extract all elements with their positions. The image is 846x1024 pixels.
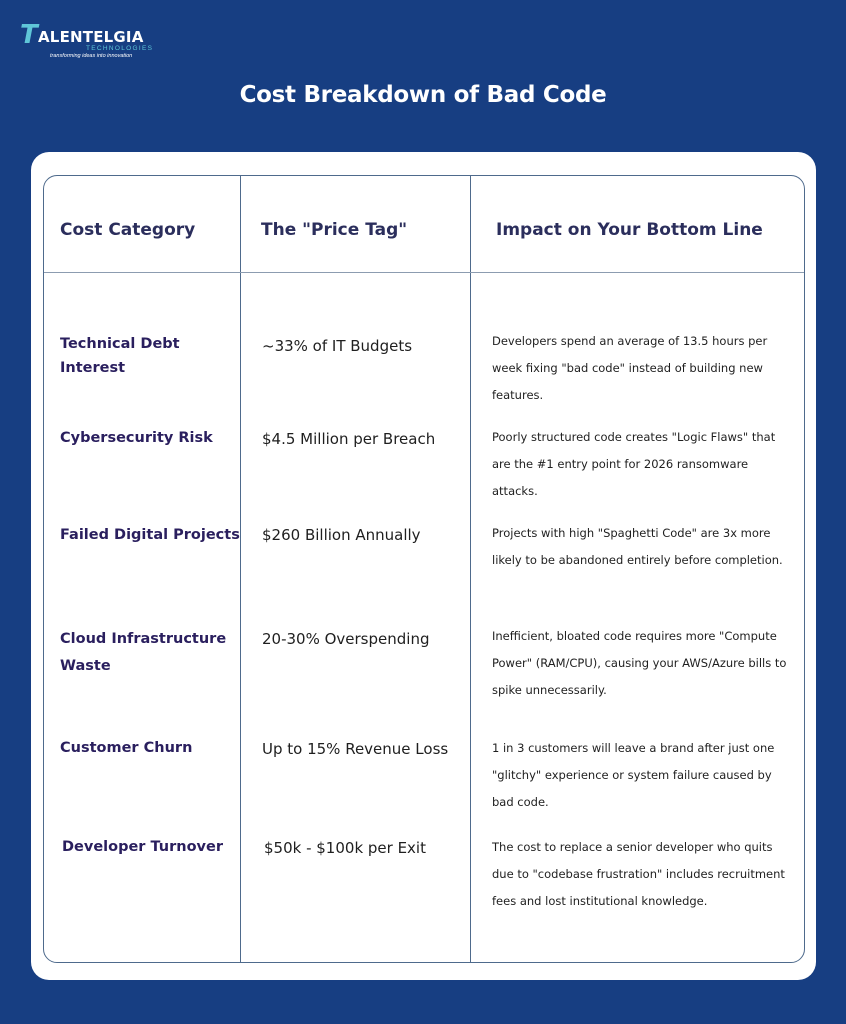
logo-mark-icon: T — [20, 20, 37, 50]
row-price: ~33% of IT Budgets — [262, 337, 413, 355]
row-category: Technical Debt Interest — [60, 336, 180, 376]
header-divider — [44, 272, 804, 273]
row-price: Up to 15% Revenue Loss — [262, 740, 449, 758]
logo-tagline: transforming ideas into innovation — [50, 53, 133, 59]
content-card — [31, 152, 816, 980]
cost-table — [43, 175, 805, 963]
row-category: Developer Turnover — [62, 839, 223, 855]
company-logo — [20, 20, 154, 62]
row-impact: Projects with high "Spaghetti Code" are 3x more likely to be abandoned entirely before completion. — [492, 526, 783, 567]
row-impact: Developers spend an average of 13.5 hours per week fixing "bad code" instead of building new features. — [492, 334, 768, 402]
row-price: $260 Billion Annually — [262, 526, 421, 544]
row-impact: Inefficient, bloated code requires more "Compute Power" (RAM/CPU), causing your AWS/Azure bills to spike unnecessarily. — [492, 629, 787, 697]
row-price: 20-30% Overspending — [262, 630, 430, 648]
row-category: Failed Digital Projects — [60, 527, 240, 543]
logo-wordmark: ALENTELGIA — [38, 28, 144, 46]
header-cost-category: Cost Category — [60, 220, 196, 240]
page-title: Cost Breakdown of Bad Code — [239, 82, 607, 108]
row-impact: 1 in 3 customers will leave a brand after just one "glitchy" experience or system failure caused by bad code. — [492, 741, 775, 809]
row-category: Customer Churn — [60, 740, 193, 756]
header-price-tag: The "Price Tag" — [261, 220, 408, 240]
row-price: $50k - $100k per Exit — [264, 839, 426, 857]
row-impact: The cost to replace a senior developer who quits due to "codebase frustration" includes recruitment fees and lost institutional knowledge. — [492, 840, 785, 908]
row-category: Cybersecurity Risk — [60, 430, 213, 446]
header-impact: Impact on Your Bottom Line — [496, 220, 763, 240]
row-impact: Poorly structured code creates "Logic Flaws" that are the #1 entry point for 2026 ransomware attacks. — [492, 430, 776, 498]
row-category: Cloud Infrastructure Waste — [60, 631, 227, 674]
logo-subtitle: TECHNOLOGIES — [86, 45, 154, 52]
row-price: $4.5 Million per Breach — [262, 430, 436, 448]
